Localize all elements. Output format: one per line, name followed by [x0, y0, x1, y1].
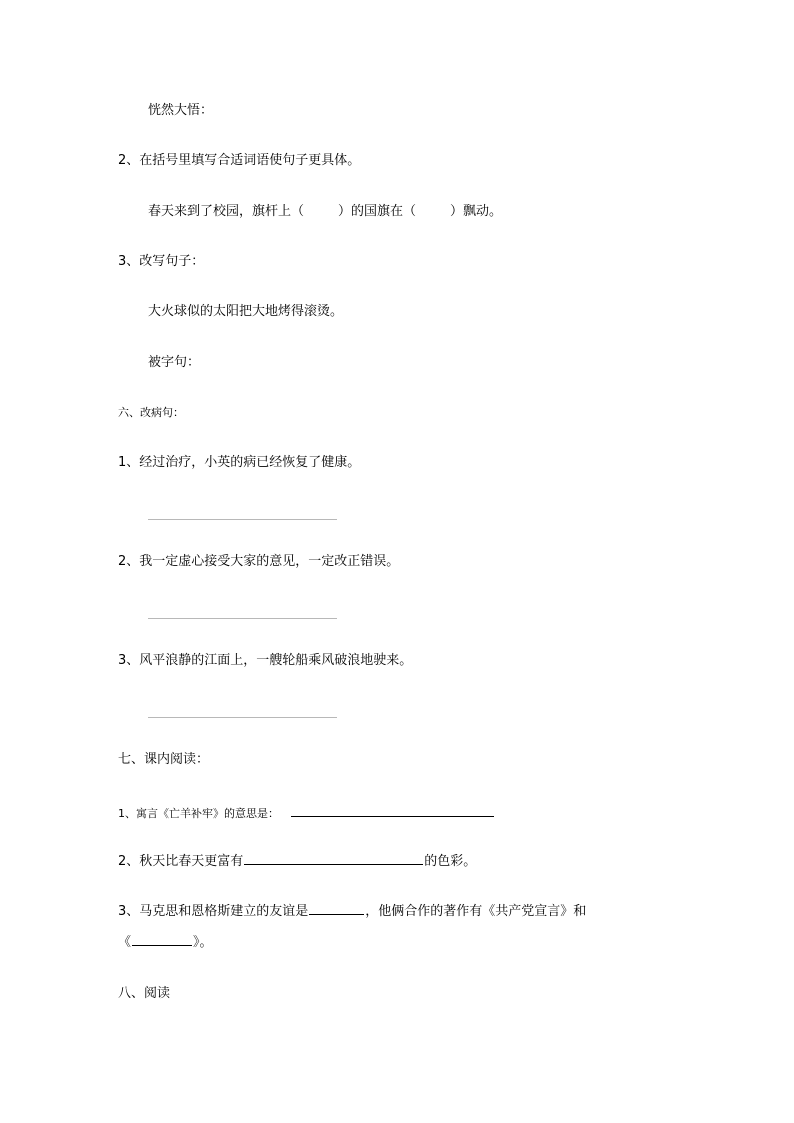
item-2-text-2: 的色彩。	[424, 854, 477, 869]
item-3-blank-2[interactable]	[132, 933, 192, 946]
answer-line-2[interactable]	[148, 618, 337, 619]
question-2-title: 2、在括号里填写合适词语使句子更具体。	[118, 153, 361, 168]
question-3-title: 3、改写句子：	[118, 254, 205, 269]
idiom-item-tail: 恍然大悟：	[148, 103, 214, 118]
item-3-text-3: 《	[118, 935, 132, 950]
section-7-item-3-cont	[118, 933, 213, 951]
sentence-part-1: 春天来到了校园，旗杆上（	[148, 204, 305, 219]
section-6-item-1: 1、经过治疗，小英的病已经恢复了健康。	[118, 455, 361, 470]
section-8-title: 八、阅读	[118, 986, 171, 1001]
question-3-task: 被字句：	[148, 355, 201, 370]
item-1-text: 1、寓言《亡羊补牢》的意思是：	[118, 807, 279, 820]
item-3-text-1: 3、马克思和恩格斯建立的友谊是	[118, 904, 309, 919]
sentence-part-3: ）飘动。	[450, 204, 503, 219]
section-7-item-2	[118, 852, 476, 870]
answer-line-1[interactable]	[148, 519, 337, 520]
item-3-text-2: ，他俩合作的著作有《共产党宣言》和	[365, 904, 587, 919]
item-3-text-4: 》。	[193, 935, 213, 950]
section-7-title: 七、课内阅读：	[118, 752, 210, 767]
section-6-title: 六、改病句：	[118, 406, 184, 419]
item-3-blank-1[interactable]	[309, 902, 364, 915]
answer-line-3[interactable]	[148, 717, 337, 718]
section-7-item-3	[118, 902, 586, 920]
question-2-sentence	[148, 204, 502, 220]
section-6-item-2: 2、我一定虚心接受大家的意见，一定改正错误。	[118, 554, 400, 569]
item-2-text-1: 2、秋天比春天更富有	[118, 854, 244, 869]
item-2-blank[interactable]	[244, 852, 423, 865]
question-3-sentence: 大火球似的太阳把大地烤得滚烫。	[148, 304, 344, 319]
section-6-item-3: 3、风平浪静的江面上，一艘轮船乘风破浪地驶来。	[118, 653, 413, 668]
sentence-part-2: ）的国旗在（	[338, 204, 417, 219]
section-7-item-1	[118, 804, 495, 822]
item-1-blank[interactable]	[291, 804, 494, 817]
